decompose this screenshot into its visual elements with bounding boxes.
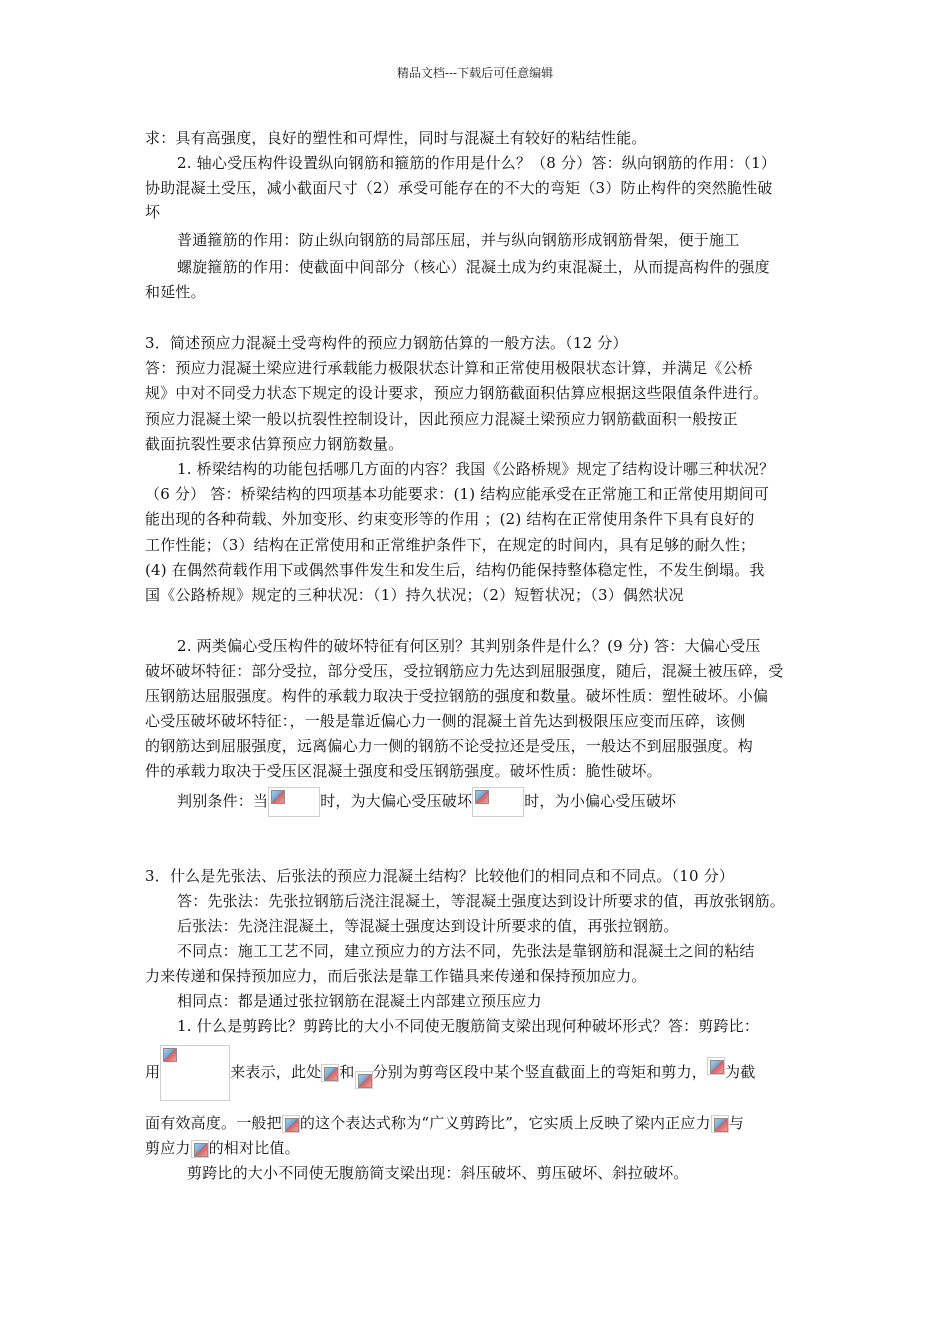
text-line: 求：具有高强度，良好的塑性和可焊性，同时与混凝土有较好的粘结性能。 xyxy=(145,129,647,147)
formula-image-icon xyxy=(191,1140,209,1158)
text-line: 剪跨比的大小不同使无腹筋简支梁出现：斜压破坏、剪压破坏、斜拉破坏。 xyxy=(187,1164,689,1182)
question-3-tensioning: 3．什么是先张法、后张法的预应力混凝土结构？比较他们的相同点和不同点。（10 分） xyxy=(145,867,735,885)
question-2-eccentric: 2. 两类偏心受压构件的破坏特征有何区别？其判别条件是什么？(9 分) 答：大偏心受压 xyxy=(177,637,761,655)
text-line: （6 分） 答：桥梁结构的四项基本功能要求：(1) 结构应能承受在正常施工和正常使用期间可 xyxy=(145,485,770,503)
page-header: 精品文档---下载后可任意编辑 xyxy=(396,66,554,80)
text-fragment: 与 xyxy=(728,1114,744,1132)
text-line: 规》中对不同受力状态下规定的设计要求，预应力钢筋截面积估算应根据这些限值条件进行。 xyxy=(145,384,769,402)
text-fragment: 和 xyxy=(339,1063,355,1081)
text-line: 心受压破坏破坏特征：，一般是靠近偏心力一侧的混凝土首先达到极限压应变而压碎，该侧 xyxy=(145,712,746,730)
text-line: 预应力混凝土梁一般以抗裂性控制设计，因此预应力混凝土梁预应力钢筋截面积一般按正 xyxy=(145,410,738,428)
text-fragment: 剪应力 xyxy=(145,1139,191,1157)
text-line: 不同点：施工工艺不同，建立预应力的方法不同，先张法是靠钢筋和混凝土之间的粘结 xyxy=(177,942,755,960)
formula-image-icon xyxy=(160,1045,230,1101)
question-2-axial: 2. 轴心受压构件设置纵向钢筋和箍筋的作用是什么？（8 分）答：纵向钢筋的作用：（1） xyxy=(177,154,777,172)
text-line: 国《公路桥规》规定的三种状况：（1）持久状况；（2）短暂状况；（3）偶然状况 xyxy=(145,586,684,604)
text-fragment: 为截 xyxy=(725,1063,756,1081)
text-line: (4) 在偶然荷载作用下或偶然事件发生和发生后，结构仍能保持整体稳定性，不发生倒塌。我 xyxy=(145,561,765,579)
formula-image-icon xyxy=(321,1064,339,1082)
text-fragment: 的相对比值。 xyxy=(208,1139,300,1157)
generalized-ratio-line xyxy=(145,1113,744,1133)
text-fragment: 时，为大偏心受压破坏 xyxy=(320,792,473,810)
text-line: 的钢筋达到屈服强度，远离偏心力一侧的钢筋不论受拉还是受压，一般达不到屈服强度。构 xyxy=(145,737,754,755)
text-line: 件的承载力取决于受压区混凝土强度和受压钢筋强度。破坏性质：脆性破坏。 xyxy=(145,762,662,780)
text-line: 坏 xyxy=(145,203,161,221)
text-line: 协助混凝土受压，减小截面尺寸（2）承受可能存在的不大的弯矩（3）防止构件的突然脆性破 xyxy=(145,179,773,197)
text-line: 压钢筋达屈服强度。构件的承载力取决于受拉钢筋的强度和数量。破坏性质：塑性破坏。小偏 xyxy=(145,687,769,705)
text-fragment: 面有效高度。一般把 xyxy=(145,1114,282,1132)
text-line: 普通箍筋的作用：防止纵向钢筋的局部压屈，并与纵向钢筋形成钢筋骨架，便于施工 xyxy=(177,231,740,249)
shear-stress-line xyxy=(145,1138,300,1158)
text-fragment: 来表示，此处 xyxy=(230,1063,322,1081)
question-1-shear-span: 1. 什么是剪跨比？剪跨比的大小不同使无腹筋简支梁出现何种破坏形式？答：剪跨比： xyxy=(177,1017,760,1035)
text-fragment: 判别条件：当 xyxy=(177,792,269,810)
text-line: 能出现的各种荷载、外加变形、约束变形等的作用 ；(2) 结构在正常使用条件下具有良好的 xyxy=(145,510,755,528)
text-line: 螺旋箍筋的作用：使截面中间部分（核心）混凝土成为约束混凝土，从而提高构件的强度 xyxy=(177,258,770,276)
question-1-bridge: 1. 桥梁结构的功能包括哪几方面的内容？我国《公路桥规》规定了结构设计哪三种状况？ xyxy=(177,460,775,478)
text-line: 工作性能；（3）结构在正常使用和正常维护条件下，在规定的时间内，具有足够的耐久性； xyxy=(145,536,756,554)
text-line: 力来传递和保持预加应力，而后张法是靠工作锚具来传递和保持预加应力。 xyxy=(145,967,647,985)
formula-image-icon xyxy=(355,1071,373,1089)
text-fragment: 的这个表达式称为“广义剪跨比”，它实质上反映了梁内正应力 xyxy=(299,1114,711,1132)
criteria-line xyxy=(177,786,676,817)
formula-image-icon xyxy=(707,1057,725,1075)
text-line: 答：预应力混凝土梁应进行承载能力极限状态计算和正常使用极限状态计算，并满足《公桥 xyxy=(145,359,754,377)
formula-image-icon xyxy=(711,1115,729,1133)
text-line: 和延性。 xyxy=(145,283,206,301)
text-line: 后张法：先浇注混凝土，等混凝土强度达到设计所要求的值，再张拉钢筋。 xyxy=(177,917,679,935)
text-line: 相同点：都是通过张拉钢筋在混凝土内部建立预压应力 xyxy=(177,992,542,1010)
formula-image-icon xyxy=(268,787,320,817)
text-line: 答：先张法：先张拉钢筋后浇注混凝土，等混凝土强度达到设计所要求的值，再放张钢筋。 xyxy=(177,892,786,910)
formula-image-icon xyxy=(282,1115,300,1133)
text-fragment: 时，为小偏心受压破坏 xyxy=(524,792,677,810)
text-fragment: 分别为剪弯区段中某个竖直截面上的弯矩和剪力， xyxy=(372,1063,708,1081)
text-fragment: 用 xyxy=(145,1063,161,1081)
shear-span-definition-line xyxy=(145,1044,755,1101)
question-3-prestress: 3．简述预应力混凝土受弯构件的预应力钢筋估算的一般方法。（12 分） xyxy=(145,334,628,352)
text-line: 截面抗裂性要求估算预应力钢筋数量。 xyxy=(145,435,404,453)
text-line: 破坏破坏特征：部分受拉，部分受压，受拉钢筋应力先达到屈服强度，随后，混凝土被压碎，受 xyxy=(145,662,784,680)
formula-image-icon xyxy=(472,787,524,817)
